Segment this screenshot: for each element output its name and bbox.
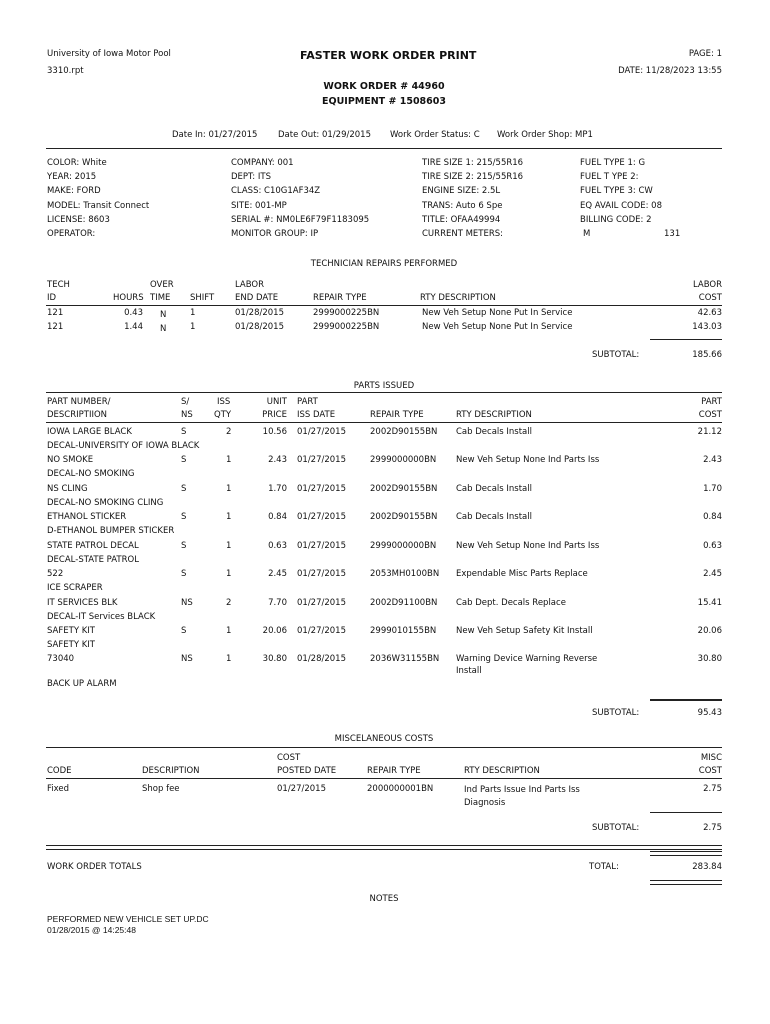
meter-value: 131 <box>664 229 681 239</box>
vehicle-field: TIRE SIZE 2: 215/55R16 <box>422 172 524 183</box>
vehicle-col-1 <box>47 156 149 241</box>
col-header: COST <box>698 766 722 776</box>
repair-type: 2999000225BN <box>313 322 380 332</box>
col-header: RTY DESCRIPTION <box>464 766 540 776</box>
vehicle-field: BILLING CODE: 2 <box>580 214 652 225</box>
part-description: DECAL-IT Services BLACK <box>47 612 156 622</box>
work-order-total: 283.84 <box>692 862 722 872</box>
part-cost: 20.06 <box>697 626 722 636</box>
rty-description: New Veh Setup None Ind Parts Iss <box>456 541 600 551</box>
vehicle-field: SERIAL #: NM0LE6F79F1183095 <box>231 214 370 225</box>
part-description: SAFETY KIT <box>47 640 95 650</box>
vehicle-field: MAKE: FORD <box>47 186 101 197</box>
col-header: ISS <box>217 397 231 407</box>
vehicle-field: MONITOR GROUP: IP <box>231 229 319 240</box>
col-header: DESCRIPTIION <box>47 410 108 420</box>
unit-price: 1.70 <box>268 484 287 494</box>
parts-subtotal: 95.43 <box>697 708 722 718</box>
misc-rty-description-2: Diagnosis <box>464 798 506 808</box>
col-header: END DATE <box>235 293 279 303</box>
col-header: COST <box>698 410 722 420</box>
divider <box>46 778 722 779</box>
part-number: IT SERVICES BLK <box>47 598 118 608</box>
labor-cost: 143.03 <box>692 322 722 332</box>
misc-rty-description: Ind Parts Issue Ind Parts Iss <box>464 785 580 795</box>
totals-rule <box>46 845 722 850</box>
work-order-number: WORK ORDER # 44960 <box>323 81 445 92</box>
totals-label: WORK ORDER TOTALS <box>47 862 142 872</box>
date-out: Date Out: 01/29/2015 <box>278 130 371 140</box>
labor-cost: 42.63 <box>697 308 722 318</box>
rty-description: Expendable Misc Parts Replace <box>456 569 588 579</box>
shift: 1 <box>190 308 196 318</box>
shift: 1 <box>190 322 196 332</box>
subtotal-rule <box>650 699 722 701</box>
col-header: SHIFT <box>190 293 215 303</box>
col-header: OVER <box>150 280 174 290</box>
subtotal-rule <box>650 812 722 813</box>
divider <box>46 422 722 423</box>
col-header: LABOR <box>235 280 265 290</box>
part-cost: 2.43 <box>703 455 722 465</box>
issue-date: 01/27/2015 <box>297 512 346 522</box>
part-number: STATE PATROL DECAL <box>47 541 139 551</box>
misc-cost: 2.75 <box>703 784 722 794</box>
col-header: MISC <box>700 753 722 763</box>
org-name: University of Iowa Motor Pool <box>47 49 171 59</box>
divider <box>46 305 722 306</box>
work-order-status: Work Order Status: C <box>390 130 480 140</box>
repair-type: 2053MH0100BN <box>370 569 440 579</box>
totals-rule <box>650 880 722 885</box>
divider <box>46 148 722 149</box>
divider <box>46 747 722 748</box>
col-header: PART NUMBER/ <box>47 397 111 407</box>
part-number: NO SMOKE <box>47 455 94 465</box>
issue-date: 01/27/2015 <box>297 484 346 494</box>
rty-description: Cab Decals Install <box>456 512 532 522</box>
parts-section-title: PARTS ISSUED <box>353 381 415 391</box>
unit-price: 20.06 <box>262 626 287 636</box>
vehicle-col-4 <box>580 156 662 241</box>
vehicle-field: TITLE: OFAA49994 <box>422 214 501 225</box>
vehicle-field: CURRENT METERS: <box>422 229 504 240</box>
vehicle-col-3 <box>422 156 523 241</box>
unit-price: 30.80 <box>262 654 287 664</box>
col-header: CODE <box>47 766 72 776</box>
issue-qty: 1 <box>226 484 232 494</box>
stock-status: NS <box>181 598 193 608</box>
issue-qty: 1 <box>226 455 232 465</box>
issue-qty: 1 <box>226 654 232 664</box>
notes-title: NOTES <box>369 894 399 904</box>
vehicle-field: M <box>583 229 591 240</box>
totals-rule <box>650 851 722 856</box>
tech-id: 121 <box>47 322 64 332</box>
issue-date: 01/27/2015 <box>297 626 346 636</box>
unit-price: 10.56 <box>262 427 287 437</box>
hours: 0.43 <box>124 308 143 318</box>
issue-date: 01/27/2015 <box>297 541 346 551</box>
repair-type: 2036W31155BN <box>370 654 440 664</box>
rty-description: Cab Decals Install <box>456 427 532 437</box>
col-header: POSTED DATE <box>277 766 337 776</box>
part-description: D-ETHANOL BUMPER STICKER <box>47 526 175 536</box>
part-number: 522 <box>47 569 64 579</box>
issue-qty: 2 <box>226 598 232 608</box>
vehicle-field: DEPT: ITS <box>231 172 271 183</box>
repairs-subtotal: 185.66 <box>692 350 722 360</box>
part-cost: 21.12 <box>697 427 722 437</box>
part-description: DECAL-UNIVERSITY OF IOWA BLACK <box>47 441 200 451</box>
col-header: RTY DESCRIPTION <box>456 410 532 420</box>
stock-status: S <box>181 541 187 551</box>
misc-repair-type: 2000000001BN <box>367 784 434 794</box>
vehicle-field: EQ AVAIL CODE: 08 <box>580 200 662 211</box>
misc-description: Shop fee <box>142 784 180 794</box>
vehicle-field: OPERATOR: <box>47 229 96 240</box>
unit-price: 7.70 <box>268 598 287 608</box>
col-header: ISS DATE <box>297 410 336 420</box>
part-description: DECAL-STATE PATROL <box>47 555 139 565</box>
repair-type: 2999010155BN <box>370 626 437 636</box>
col-header: PART <box>701 397 722 407</box>
stock-status: S <box>181 569 187 579</box>
repair-type: 2999000000BN <box>370 541 437 551</box>
rty-description: Warning Device Warning Reverse <box>456 654 598 664</box>
page-title: FASTER WORK ORDER PRINT <box>300 49 477 62</box>
part-number: 73040 <box>47 654 75 664</box>
tech-id: 121 <box>47 308 64 318</box>
report-name: 3310.rpt <box>47 66 84 76</box>
misc-subtotal: 2.75 <box>703 823 722 833</box>
stock-status: S <box>181 484 187 494</box>
part-number: IOWA LARGE BLACK <box>47 427 132 437</box>
col-header: PRICE <box>262 410 287 420</box>
subtotal-label: SUBTOTAL: <box>592 708 640 718</box>
col-header: NS <box>181 410 193 420</box>
note-line: PERFORMED NEW VEHICLE SET UP.DC <box>47 914 209 924</box>
col-header: TIME <box>150 293 171 303</box>
part-cost: 2.45 <box>703 569 722 579</box>
col-header: DESCRIPTION <box>142 766 200 776</box>
end-date: 01/28/2015 <box>235 322 284 332</box>
vehicle-field: LICENSE: 8603 <box>47 214 110 225</box>
col-header: ID <box>47 293 57 303</box>
col-header: TECH <box>47 280 70 290</box>
vehicle-field: FUEL TYPE 1: G <box>580 158 646 168</box>
vehicle-col-2 <box>231 156 369 241</box>
equipment-number: EQUIPMENT # 1508603 <box>322 96 446 107</box>
hours: 1.44 <box>124 322 143 332</box>
col-header: QTY <box>214 410 232 420</box>
subtotal-label: SUBTOTAL: <box>592 350 640 360</box>
rty-description: New Veh Setup None Put In Service <box>422 308 573 318</box>
part-cost: 0.84 <box>703 512 722 522</box>
unit-price: 0.63 <box>268 541 287 551</box>
print-date: DATE: 11/28/2023 13:55 <box>618 66 722 76</box>
issue-date: 01/28/2015 <box>297 654 346 664</box>
issue-qty: 1 <box>226 541 232 551</box>
subtotal-rule <box>650 339 722 340</box>
repair-type: 2999000000BN <box>370 455 437 465</box>
repair-type: 2999000225BN <box>313 308 380 318</box>
col-header: PART <box>297 397 318 407</box>
rty-description: Cab Dept. Decals Replace <box>456 598 566 608</box>
part-cost: 1.70 <box>703 484 722 494</box>
end-date: 01/28/2015 <box>235 308 284 318</box>
divider <box>46 392 722 393</box>
vehicle-field: TIRE SIZE 1: 215/55R16 <box>422 158 524 168</box>
col-header: HOURS <box>113 293 144 303</box>
part-number: ETHANOL STICKER <box>47 512 127 522</box>
note-line: 01/28/2015 @ 14:25:48 <box>47 925 136 935</box>
vehicle-field: CLASS: C10G1AF34Z <box>231 186 321 197</box>
vehicle-field: MODEL: Transit Connect <box>47 200 150 211</box>
page-number: PAGE: 1 <box>688 49 722 59</box>
col-header: REPAIR TYPE <box>367 766 421 776</box>
vehicle-field: COLOR: White <box>47 158 107 168</box>
col-header: RTY DESCRIPTION <box>420 293 496 303</box>
part-cost: 0.63 <box>703 541 722 551</box>
issue-date: 01/27/2015 <box>297 427 346 437</box>
issue-date: 01/27/2015 <box>297 455 346 465</box>
stock-status: S <box>181 455 187 465</box>
issue-qty: 1 <box>226 569 232 579</box>
part-description: DECAL-NO SMOKING <box>47 469 135 479</box>
part-cost: 30.80 <box>697 654 722 664</box>
stock-status: S <box>181 626 187 636</box>
overtime: N <box>160 310 167 320</box>
repair-type: 2002D91100BN <box>370 598 438 608</box>
col-header: REPAIR TYPE <box>313 293 367 303</box>
issue-date: 01/27/2015 <box>297 598 346 608</box>
issue-qty: 2 <box>226 427 232 437</box>
repair-type: 2002D90155BN <box>370 512 438 522</box>
vehicle-field: COMPANY: 001 <box>231 158 294 168</box>
date-in: Date In: 01/27/2015 <box>172 130 258 140</box>
repair-type: 2002D90155BN <box>370 427 438 437</box>
col-header: REPAIR TYPE <box>370 410 424 420</box>
vehicle-field: FUEL T YPE 2: <box>580 172 639 183</box>
part-number: NS CLING <box>47 484 88 494</box>
stock-status: S <box>181 427 187 437</box>
stock-status: S <box>181 512 187 522</box>
vehicle-field: YEAR: 2015 <box>47 172 97 183</box>
repair-type: 2002D90155BN <box>370 484 438 494</box>
col-header: UNIT <box>266 397 287 407</box>
issue-qty: 1 <box>226 512 232 522</box>
vehicle-field: TRANS: Auto 6 Spe <box>422 200 503 211</box>
stock-status: NS <box>181 654 193 664</box>
work-order-shop: Work Order Shop: MP1 <box>497 130 593 140</box>
unit-price: 0.84 <box>268 512 287 522</box>
rty-description: Cab Decals Install <box>456 484 532 494</box>
rty-description: New Veh Setup None Put In Service <box>422 322 573 332</box>
issue-date: 01/27/2015 <box>297 569 346 579</box>
vehicle-field: FUEL TYPE 3: CW <box>580 186 653 197</box>
rty-description: New Veh Setup Safety Kit Install <box>456 626 593 636</box>
misc-section-title: MISCELANEOUS COSTS <box>334 734 434 744</box>
col-header: LABOR <box>692 280 722 290</box>
total-label: TOTAL: <box>589 862 619 872</box>
col-header: COST <box>277 753 301 763</box>
part-description: BACK UP ALARM <box>47 679 117 689</box>
rty-description: New Veh Setup None Ind Parts Iss <box>456 455 600 465</box>
unit-price: 2.45 <box>268 569 287 579</box>
unit-price: 2.43 <box>268 455 287 465</box>
part-description: ICE SCRAPER <box>47 583 103 593</box>
misc-code: Fixed <box>47 784 70 794</box>
rty-description-2: Install <box>456 666 482 676</box>
col-header: COST <box>698 293 722 303</box>
part-description: DECAL-NO SMOKING CLING <box>47 498 164 508</box>
misc-posted-date: 01/27/2015 <box>277 784 326 794</box>
part-number: SAFETY KIT <box>47 626 95 636</box>
issue-qty: 1 <box>226 626 232 636</box>
part-cost: 15.41 <box>697 598 722 608</box>
subtotal-label: SUBTOTAL: <box>592 823 640 833</box>
repairs-section-title: TECHNICIAN REPAIRS PERFORMED <box>310 259 458 269</box>
vehicle-field: ENGINE SIZE: 2.5L <box>422 186 501 197</box>
vehicle-field: SITE: 001-MP <box>231 200 287 211</box>
overtime: N <box>160 324 167 334</box>
col-header: S/ <box>181 397 190 407</box>
